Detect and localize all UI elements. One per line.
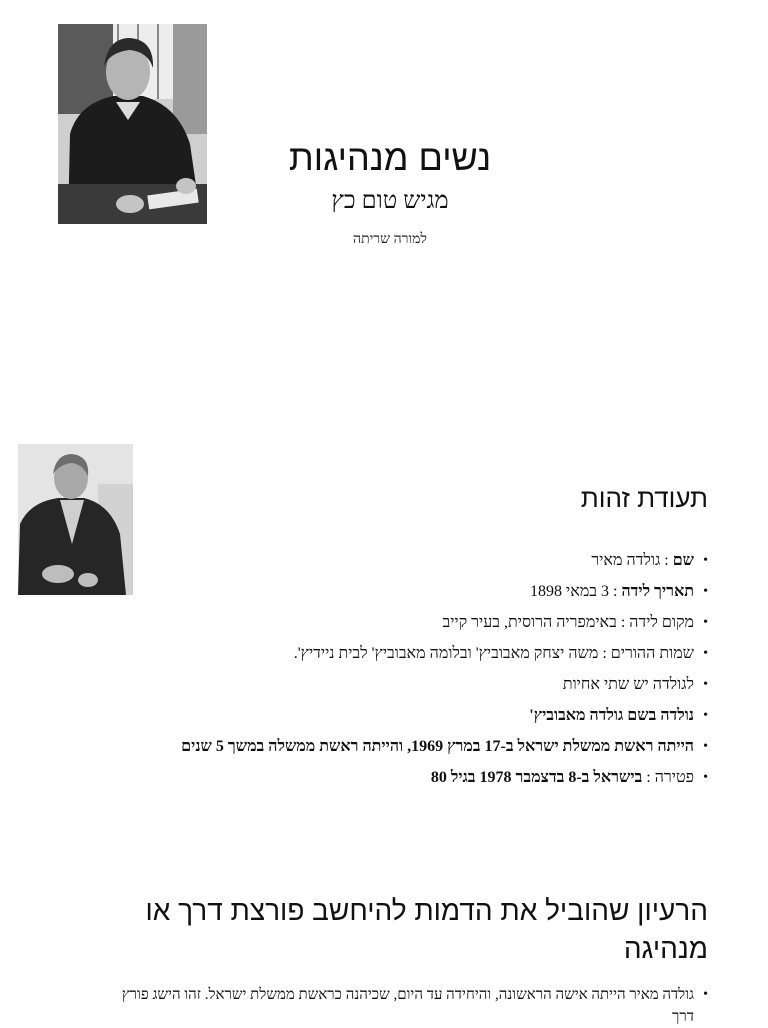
- presentation-title: נשים מנהיגות: [288, 137, 492, 178]
- item-value: לגולדה יש שתי אחיות: [562, 676, 694, 693]
- item-value: משה יצחק מאבוביץ' ובלומה מאבוביץ' לבית ניידיץ'.: [293, 645, 599, 662]
- portrait-photo-golda-desk: [58, 24, 207, 224]
- item-sep: :: [598, 645, 611, 662]
- bullet-icon: •: [703, 615, 708, 630]
- bullet-icon: •: [703, 677, 708, 692]
- presenter-name: מגיש טום כץ: [331, 188, 449, 214]
- list-item-parents: [68, 643, 708, 665]
- section-title-id-card: תעודת זהות: [580, 483, 708, 513]
- item-key: שמות ההורים: [610, 645, 694, 662]
- item-value: גולדה מאיר: [591, 552, 661, 569]
- item-value: בישראל ב-8 בדצמבר 1978 בגיל 80: [430, 769, 643, 786]
- item-sep: :: [660, 552, 673, 569]
- bullet-icon: •: [703, 584, 708, 599]
- item-value: באימפריה הרוסית, בעיר קייב: [442, 614, 617, 631]
- item-value: 3 במאי 1898: [530, 583, 610, 600]
- item-key: מקום לידה: [629, 614, 694, 631]
- item-sep: :: [616, 614, 630, 631]
- bullet-icon: •: [703, 708, 708, 723]
- list-item-birth-name: [68, 705, 708, 727]
- section-title-breakthrough: הרעיון שהוביל את הדמות להיחשב פורצת דרך או מנהיגה: [145, 895, 708, 964]
- item-value: גולדה מאיר הייתה אישה הראשונה, והיחידה עד היום, שכיהנה כראשת ממשלת ישראל. זהו הישג פורץ דרך: [121, 987, 694, 1025]
- item-sep: :: [642, 769, 655, 786]
- list-item-name: [68, 550, 708, 572]
- id-card-list: [68, 550, 708, 798]
- list-item-first-woman-pm: [98, 984, 708, 1028]
- item-value: נולדה בשם גולדה מאבוביץ': [529, 707, 694, 724]
- bullet-icon: •: [703, 987, 708, 1002]
- portrait-photo-icon: [58, 24, 207, 224]
- list-item-sisters: [68, 674, 708, 696]
- list-item-prime-minister: [68, 736, 708, 758]
- bullet-icon: •: [703, 770, 708, 785]
- breakthrough-list: [98, 984, 708, 1028]
- teacher-dedication: למורה שריתה: [353, 232, 427, 247]
- item-value: הייתה ראשת ממשלת ישראל ב-17 במרץ 1969, והייתה ראשת ממשלה במשך 5 שנים: [181, 738, 694, 755]
- item-sep: :: [609, 583, 622, 600]
- bullet-icon: •: [703, 646, 708, 661]
- list-item-birth-date: [68, 581, 708, 603]
- item-key: פטירה: [654, 769, 694, 786]
- bullet-icon: •: [703, 553, 708, 568]
- bullet-icon: •: [703, 739, 708, 754]
- list-item-death: [68, 767, 708, 789]
- item-key: תאריך לידה: [621, 583, 694, 600]
- list-item-birth-place: [68, 612, 708, 634]
- item-key: שם: [672, 552, 694, 569]
